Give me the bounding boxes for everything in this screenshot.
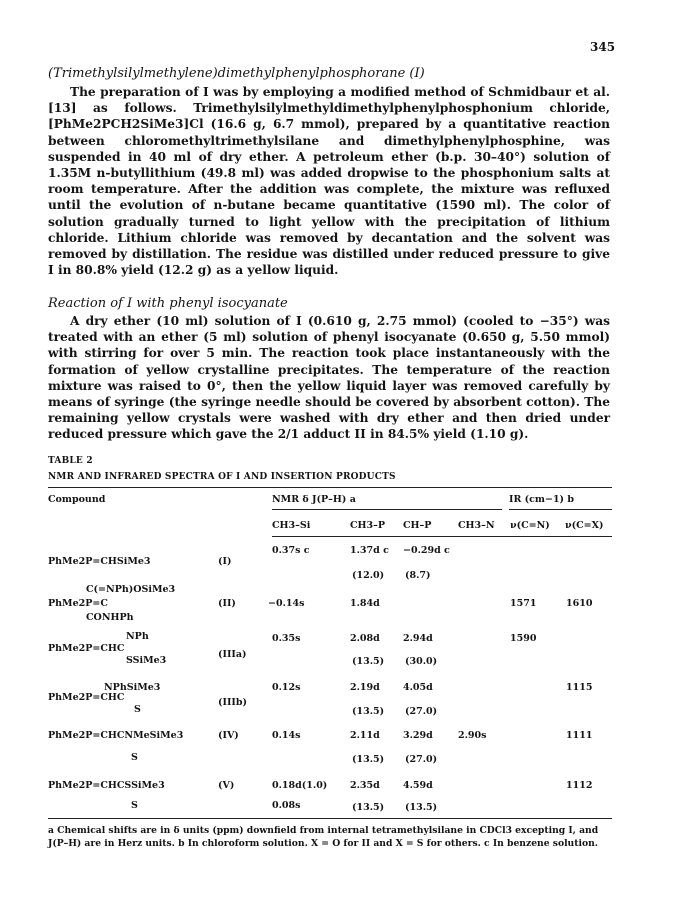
row-3-formula-bot: SSiMe3 [126, 655, 167, 666]
row-6-formula-bot: S [131, 800, 138, 811]
row-2-label: (II) [218, 598, 236, 609]
row-3-ch3p: 2.08d [350, 633, 380, 644]
row-3-chp-j: (30.0) [405, 656, 438, 667]
row-3-ch3p-j: (13.5) [352, 656, 385, 667]
row-4-chp-j: (27.0) [405, 706, 438, 717]
row-1-ch3p-j: (12.0) [352, 570, 385, 581]
table-rule-top [48, 487, 612, 488]
row-4-chp: 4.05d [403, 682, 433, 693]
table-caption: NMR AND INFRARED SPECTRA OF I AND INSERTION PRODUCTS [48, 472, 396, 482]
section-body-2-text: A dry ether (10 ml) solution of I (0.610 g, 2.75 mmol) (cooled to −35°) was treated with an ether (5 ml) solution of phenyl isocyanate (0.650 g, 5.50 mmol) with stirring for over 5 min. The reaction took place instantaneously with the formation of yellow crystalline precipitates. The temperature of the reaction mixture was raised to 0°, then the yellow liquid layer was removed carefully by means of syringe (the syringe needle should be covered by absorbent cotton). The remaining yellow crystals were washed with dry ether and then dried under reduced pressure which gave the 2/1 adduct II in 84.5% yield (1.10 g). [48, 314, 610, 442]
table-label: TABLE 2 [48, 456, 93, 466]
row-4-ch3p: 2.19d [350, 682, 380, 693]
row-2-vcx: 1610 [566, 598, 593, 609]
row-2-formula-bot: CONHPh [86, 612, 134, 623]
row-1-chp: −0.29d c [403, 545, 450, 556]
row-6-ch3si-b: 0.08s [272, 800, 301, 811]
row-5-ch3n: 2.90s [458, 730, 487, 741]
row-5-ch3p: 2.11d [350, 730, 380, 741]
row-5-ch3si: 0.14s [272, 730, 301, 741]
row-4-formula: PhMe2P=CHC [48, 692, 125, 703]
row-5-formula-bot: S [131, 752, 138, 763]
row-1-chp-j: (8.7) [405, 570, 431, 581]
row-4-label: (IIIb) [218, 697, 247, 708]
sub-vcx: ν(C=X) [565, 520, 604, 531]
row-4-formula-bot: S [134, 704, 141, 715]
table-rule-head [272, 536, 612, 537]
row-6-chp: 4.59d [403, 780, 433, 791]
row-6-ch3p-j: (13.5) [352, 802, 385, 813]
section-heading-1: (Trimethylsilylmethylene)dimethylphenylphosphorane (I) [48, 66, 425, 81]
table-rule-bottom [48, 818, 612, 819]
row-1-formula: PhMe2P=CHSiMe3 [48, 556, 151, 567]
sub-vcn: ν(C=N) [510, 520, 550, 531]
table-footnote: a Chemical shifts are in δ units (ppm) downfield from internal tetramethylsilane in CDCl3 excepting I, and J(P–H) are in Herz units. b In chloroform solution. X = O for II and X = S for others. c In benzene solution. [48, 825, 599, 849]
row-5-chp-j: (27.0) [405, 754, 438, 765]
row-2-ch3si: −0.14s [268, 598, 305, 609]
row-3-formula: PhMe2P=CHC [48, 643, 125, 654]
row-5-formula: PhMe2P=CHCNMeSiMe3 [48, 730, 184, 741]
row-4-ch3p-j: (13.5) [352, 706, 385, 717]
row-5-label: (IV) [218, 730, 239, 741]
ir-subrule [509, 509, 612, 510]
row-3-ch3si: 0.35s [272, 633, 301, 644]
head-ir: IR (cm−1) b [509, 494, 574, 505]
section-body-2 [48, 313, 610, 443]
row-2-formula: PhMe2P=C [48, 598, 108, 609]
section-body-1-text: The preparation of I was by employing a modified method of Schmidbaur et al. [13] as follows. Trimethylsilylmethyldimethylphenylphosphonium chloride, [PhMe2PCH2SiMe3]Cl (16.6 g, 6.7 mmol), prepared by a quantitative reaction between chloromethyltrimethylsilane and dimethylphenylphosphine, was suspended in 40 ml of dry ether. A petroleum ether (b.p. 30–40°) solution of 1.35M n-butyllithium (49.8 ml) was added dropwise to the phosphonium salts at room temperature. After the addition was complete, the mixture was refluxed until the evolution of n-butane became quantitative (1590 ml). The color of solution gradually turned to light yellow with the precipitation of lithium chloride. Lithium chloride was removed by decantation and the solvent was removed by distillation. The residue was distilled under reduced pressure to give I in 80.8% yield (12.2 g) as a yellow liquid. [48, 85, 610, 278]
row-6-formula: PhMe2P=CHCSSiMe3 [48, 780, 165, 791]
row-4-formula-top: NPhSiMe3 [104, 682, 161, 693]
section-heading-2: Reaction of I with phenyl isocyanate [48, 296, 288, 311]
page-number: 345 [590, 40, 616, 54]
row-3-chp: 2.94d [403, 633, 433, 644]
row-6-ch3si: 0.18d(1.0) [272, 780, 328, 791]
row-1-ch3si: 0.37s c [272, 545, 310, 556]
head-compound: Compound [48, 494, 106, 505]
row-6-label: (V) [218, 780, 235, 791]
section-body-1 [48, 84, 610, 278]
row-6-vcx: 1112 [566, 780, 593, 791]
row-6-chp-j: (13.5) [405, 802, 438, 813]
row-2-formula-top: C(=NPh)OSiMe3 [86, 584, 176, 595]
row-3-label: (IIIa) [218, 649, 247, 660]
row-6-ch3p: 2.35d [350, 780, 380, 791]
row-5-chp: 3.29d [403, 730, 433, 741]
row-5-vcx: 1111 [566, 730, 593, 741]
row-5-ch3p-j: (13.5) [352, 754, 385, 765]
row-1-label: (I) [218, 556, 232, 567]
sub-ch3si: CH3–Si [272, 520, 311, 531]
row-1-ch3p: 1.37d c [350, 545, 389, 556]
nmr-subrule [272, 509, 502, 510]
row-4-ch3si: 0.12s [272, 682, 301, 693]
row-2-vcn: 1571 [510, 598, 537, 609]
sub-chp: CH–P [403, 520, 432, 531]
row-2-ch3p: 1.84d [350, 598, 380, 609]
head-nmr: NMR δ J(P–H) a [272, 494, 356, 505]
row-4-vcx: 1115 [566, 682, 593, 693]
row-3-vcn: 1590 [510, 633, 537, 644]
sub-ch3p: CH3–P [350, 520, 386, 531]
sub-ch3n: CH3–N [458, 520, 495, 531]
row-3-formula-top: NPh [126, 631, 149, 642]
